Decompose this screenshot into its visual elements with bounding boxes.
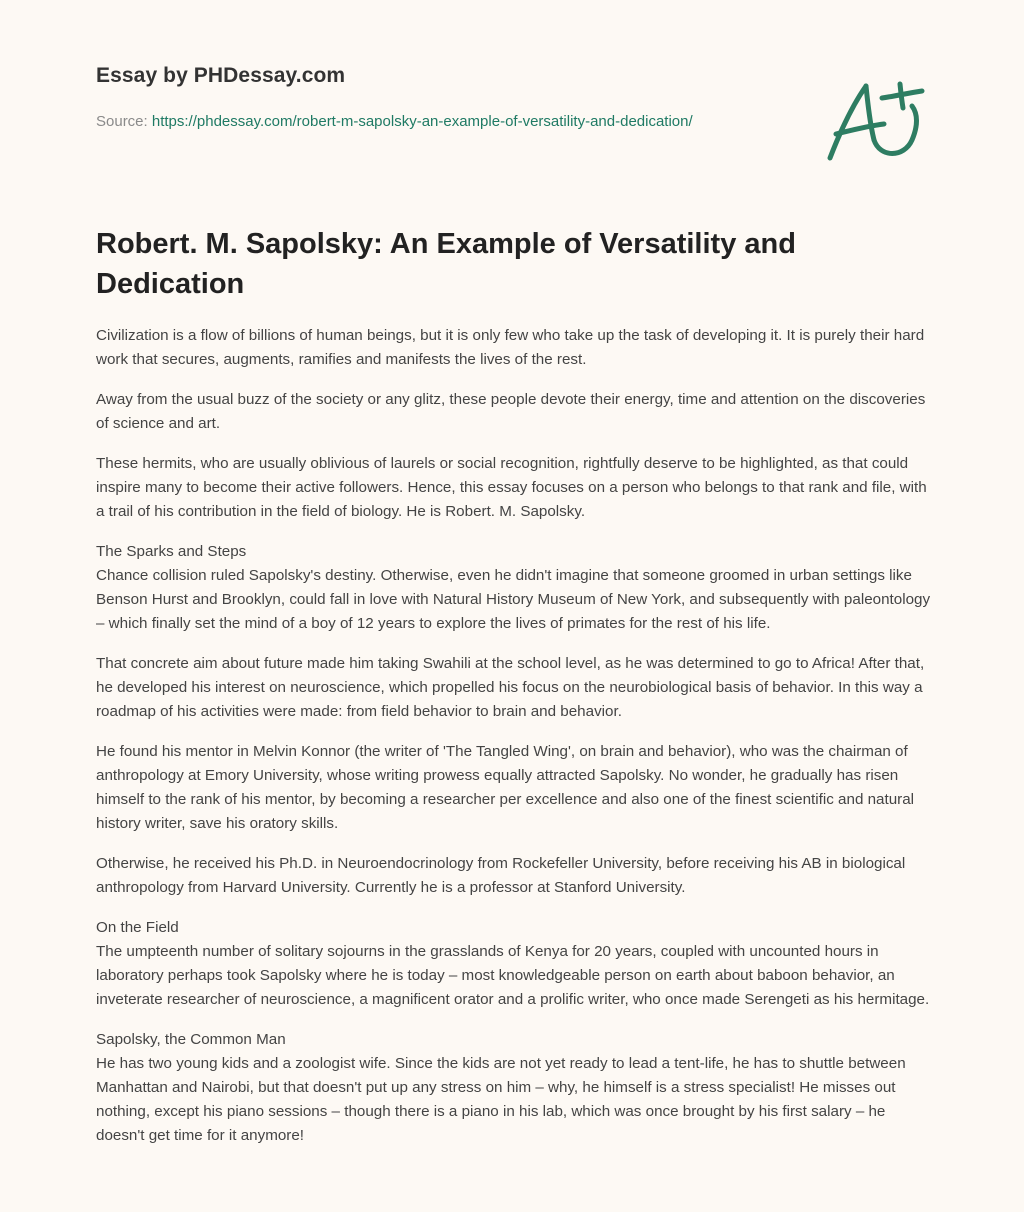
- paragraph-text: He found his mentor in Melvin Konnor (the writer of 'The Tangled Wing', on brain and behavior), who was the chairman of anthropology at Emory University, whose writing prowess equally attracted Sapolsky. No wonder, he gradually has risen himself to the rank of his mentor, by becoming a researcher per excellence and also one of the finest scientific and natural history writer, save his oratory skills.: [96, 743, 915, 832]
- paragraph-text: The umpteenth number of solitary sojourns in the grasslands of Kenya for 20 years, coupled with uncounted hours in laboratory perhaps took Sapolsky where he is today – most knowledgeable person on earth about baboon behavior, an inveterate researcher of neuroscience, a magnificent orator and a prolific writer, who once made Serengeti as his hermitage.: [96, 943, 930, 1008]
- source-link[interactable]: https://phdessay.com/robert-m-sapolsky-an-example-of-versatility-and-dedication/: [151, 113, 693, 130]
- a-plus-grade-icon: [822, 66, 932, 166]
- essay-paragraph: [96, 388, 936, 436]
- essay-paragraph: [96, 324, 936, 372]
- essay-body: [96, 324, 936, 1164]
- paragraph-text: Away from the usual buzz of the society or any glitz, these people devote their energy, time and attention on the discoveries of science and art.: [96, 391, 926, 432]
- paragraph-text: These hermits, who are usually oblivious of laurels or social recognition, rightfully deserve to be highlighted, as that could inspire many to become their active followers. Hence, this essay focuses on a person who belongs to that rank and file, with a trail of his contribution in the field of biology. He is Robert. M. Sapolsky.: [96, 455, 927, 520]
- paragraph-text: He has two young kids and a zoologist wife. Since the kids are not yet ready to lead a tent-life, he has to shuttle between Manhattan and Nairobi, but that doesn't put up any stress on him – why, he himself is a stress specialist! He misses out nothing, except his piano sessions – though there is a piano in his lab, which was once brought by his first salary – he doesn't get time for it anymore!: [96, 1055, 906, 1144]
- source-line: [96, 110, 716, 134]
- site-title: Essay by PHDessay.com: [96, 64, 346, 87]
- essay-paragraph: [96, 652, 936, 724]
- essay-title: Robert. M. Sapolsky: An Example of Versatility and Dedication: [96, 228, 796, 300]
- paragraph-text: Otherwise, he received his Ph.D. in Neuroendocrinology from Rockefeller University, before receiving his AB in biological anthropology from Harvard University. Currently he is a professor at Stanford University.: [96, 855, 906, 896]
- paragraph-text: That concrete aim about future made him taking Swahili at the school level, as he was determined to go to Africa! After that, he developed his interest on neuroscience, which propelled his focus on the neurobiological basis of behavior. In this way a roadmap of his activities were made: from field behavior to brain and behavior.: [96, 655, 925, 720]
- paragraph-text: Civilization is a flow of billions of human beings, but it is only few who take up the task of developing it. It is purely their hard work that secures, augments, ramifies and manifests the lives of the rest.: [96, 327, 925, 368]
- source-label: Source:: [96, 113, 148, 130]
- paragraph-text: Chance collision ruled Sapolsky's destiny. Otherwise, even he didn't imagine that someone groomed in urban settings like Benson Hurst and Brooklyn, could fall in love with Natural History Museum of New York, and subsequently with paleontology – which finally set the mind of a boy of 12 years to explore the lives of primates for the rest of his life.: [96, 567, 931, 632]
- section-heading: On the Field: [96, 919, 179, 936]
- essay-paragraph: [96, 852, 936, 900]
- essay-paragraph: [96, 916, 936, 1012]
- essay-paragraph: [96, 452, 936, 524]
- section-heading: The Sparks and Steps: [96, 543, 247, 560]
- essay-paragraph: [96, 740, 936, 836]
- section-heading: Sapolsky, the Common Man: [96, 1031, 286, 1048]
- essay-paragraph: [96, 1028, 936, 1148]
- essay-paragraph: [96, 540, 936, 636]
